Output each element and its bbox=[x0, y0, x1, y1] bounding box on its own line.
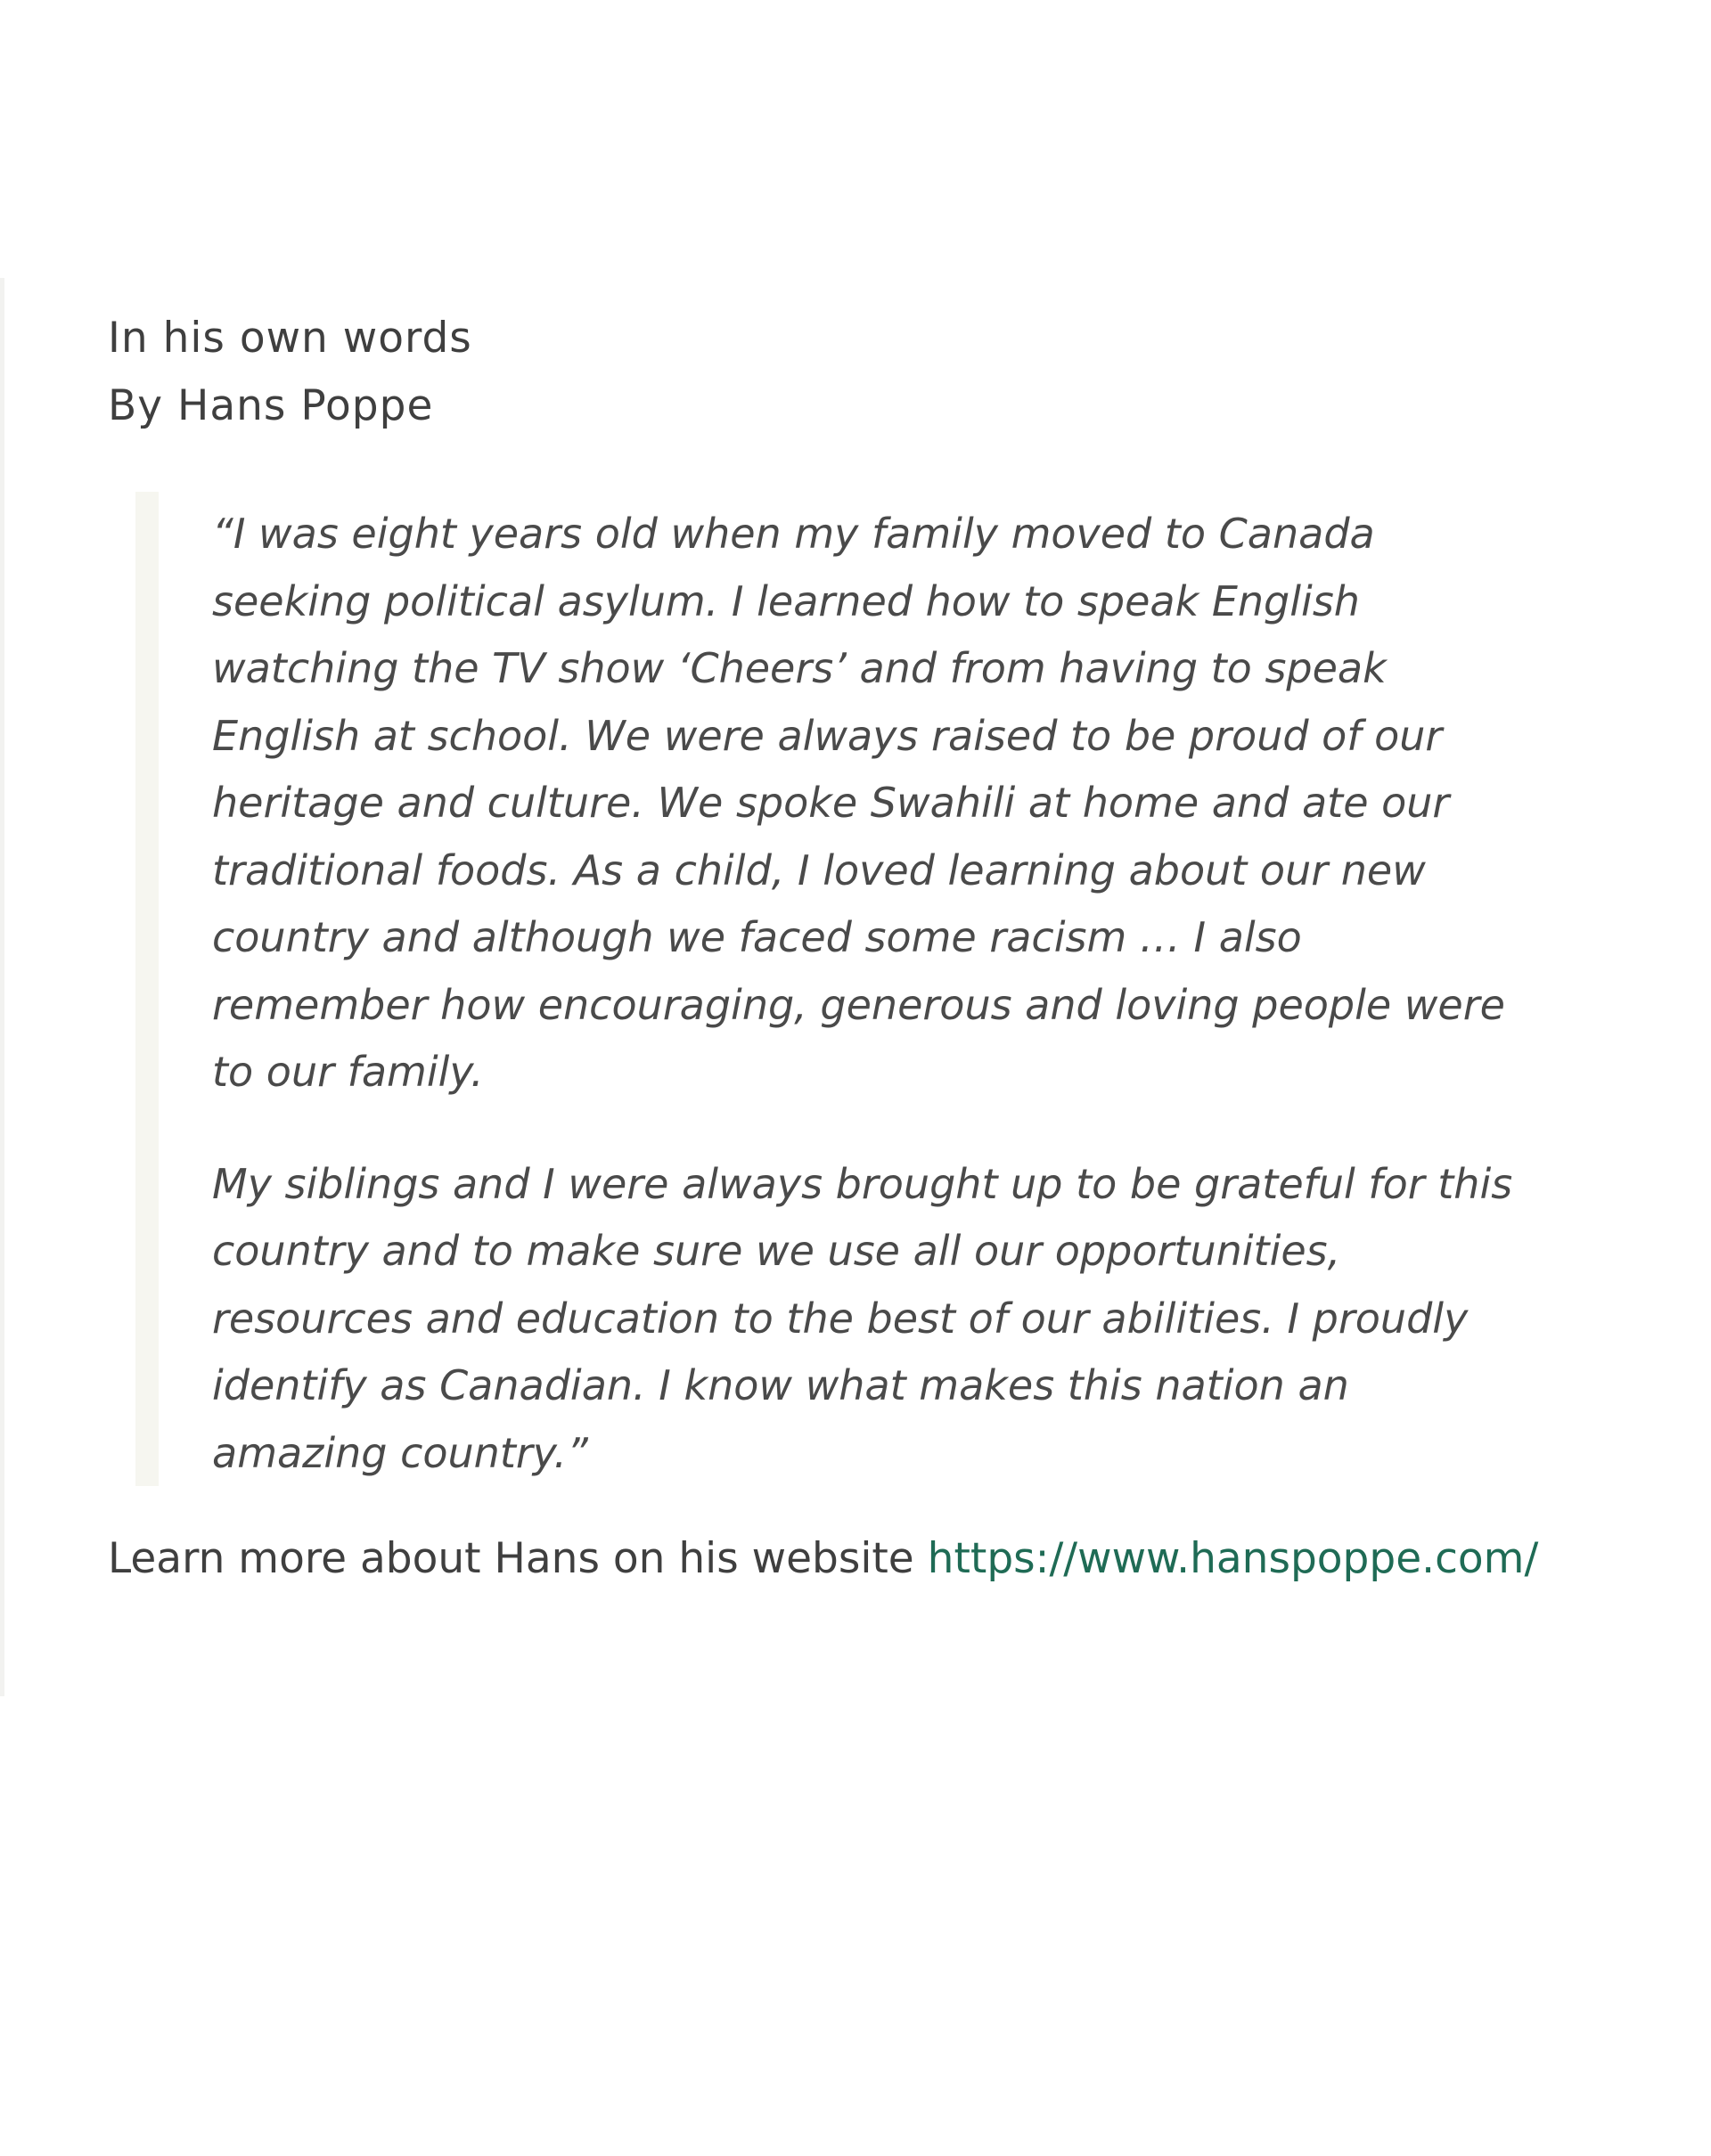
quote-paragraph-2: My siblings and I were always brought up to be grateful for this country and to make sure we use all our opportunities, resources and education to the best of our abilities. I proudly identify as Canadian. I know what makes this nation an amazing country.” bbox=[212, 1159, 1513, 1477]
website-link[interactable]: https://www.hanspoppe.com/ bbox=[927, 1534, 1539, 1583]
article-heading: In his own words bbox=[108, 314, 472, 363]
website-promo-text: Learn more about Hans on his website bbox=[108, 1534, 928, 1583]
quote-block bbox=[135, 492, 1526, 1486]
website-promo bbox=[108, 1525, 1538, 1593]
article-byline: By Hans Poppe bbox=[108, 381, 434, 430]
article-header bbox=[108, 305, 472, 440]
quote-paragraph-1: “I was eight years old when my family moved to Canada seeking political asylum. I learned how to speak English watching the TV show ‘Cheers’ and from having to speak English at school. We were always raised to be proud of our heritage and culture. We spoke Swahili at home and ate our traditional foods. As a child, I loved learning about our new country and although we faced some racism … I also remember how encouraging, generous and loving people were to our family. bbox=[212, 510, 1505, 1096]
article-panel bbox=[0, 278, 1711, 1696]
